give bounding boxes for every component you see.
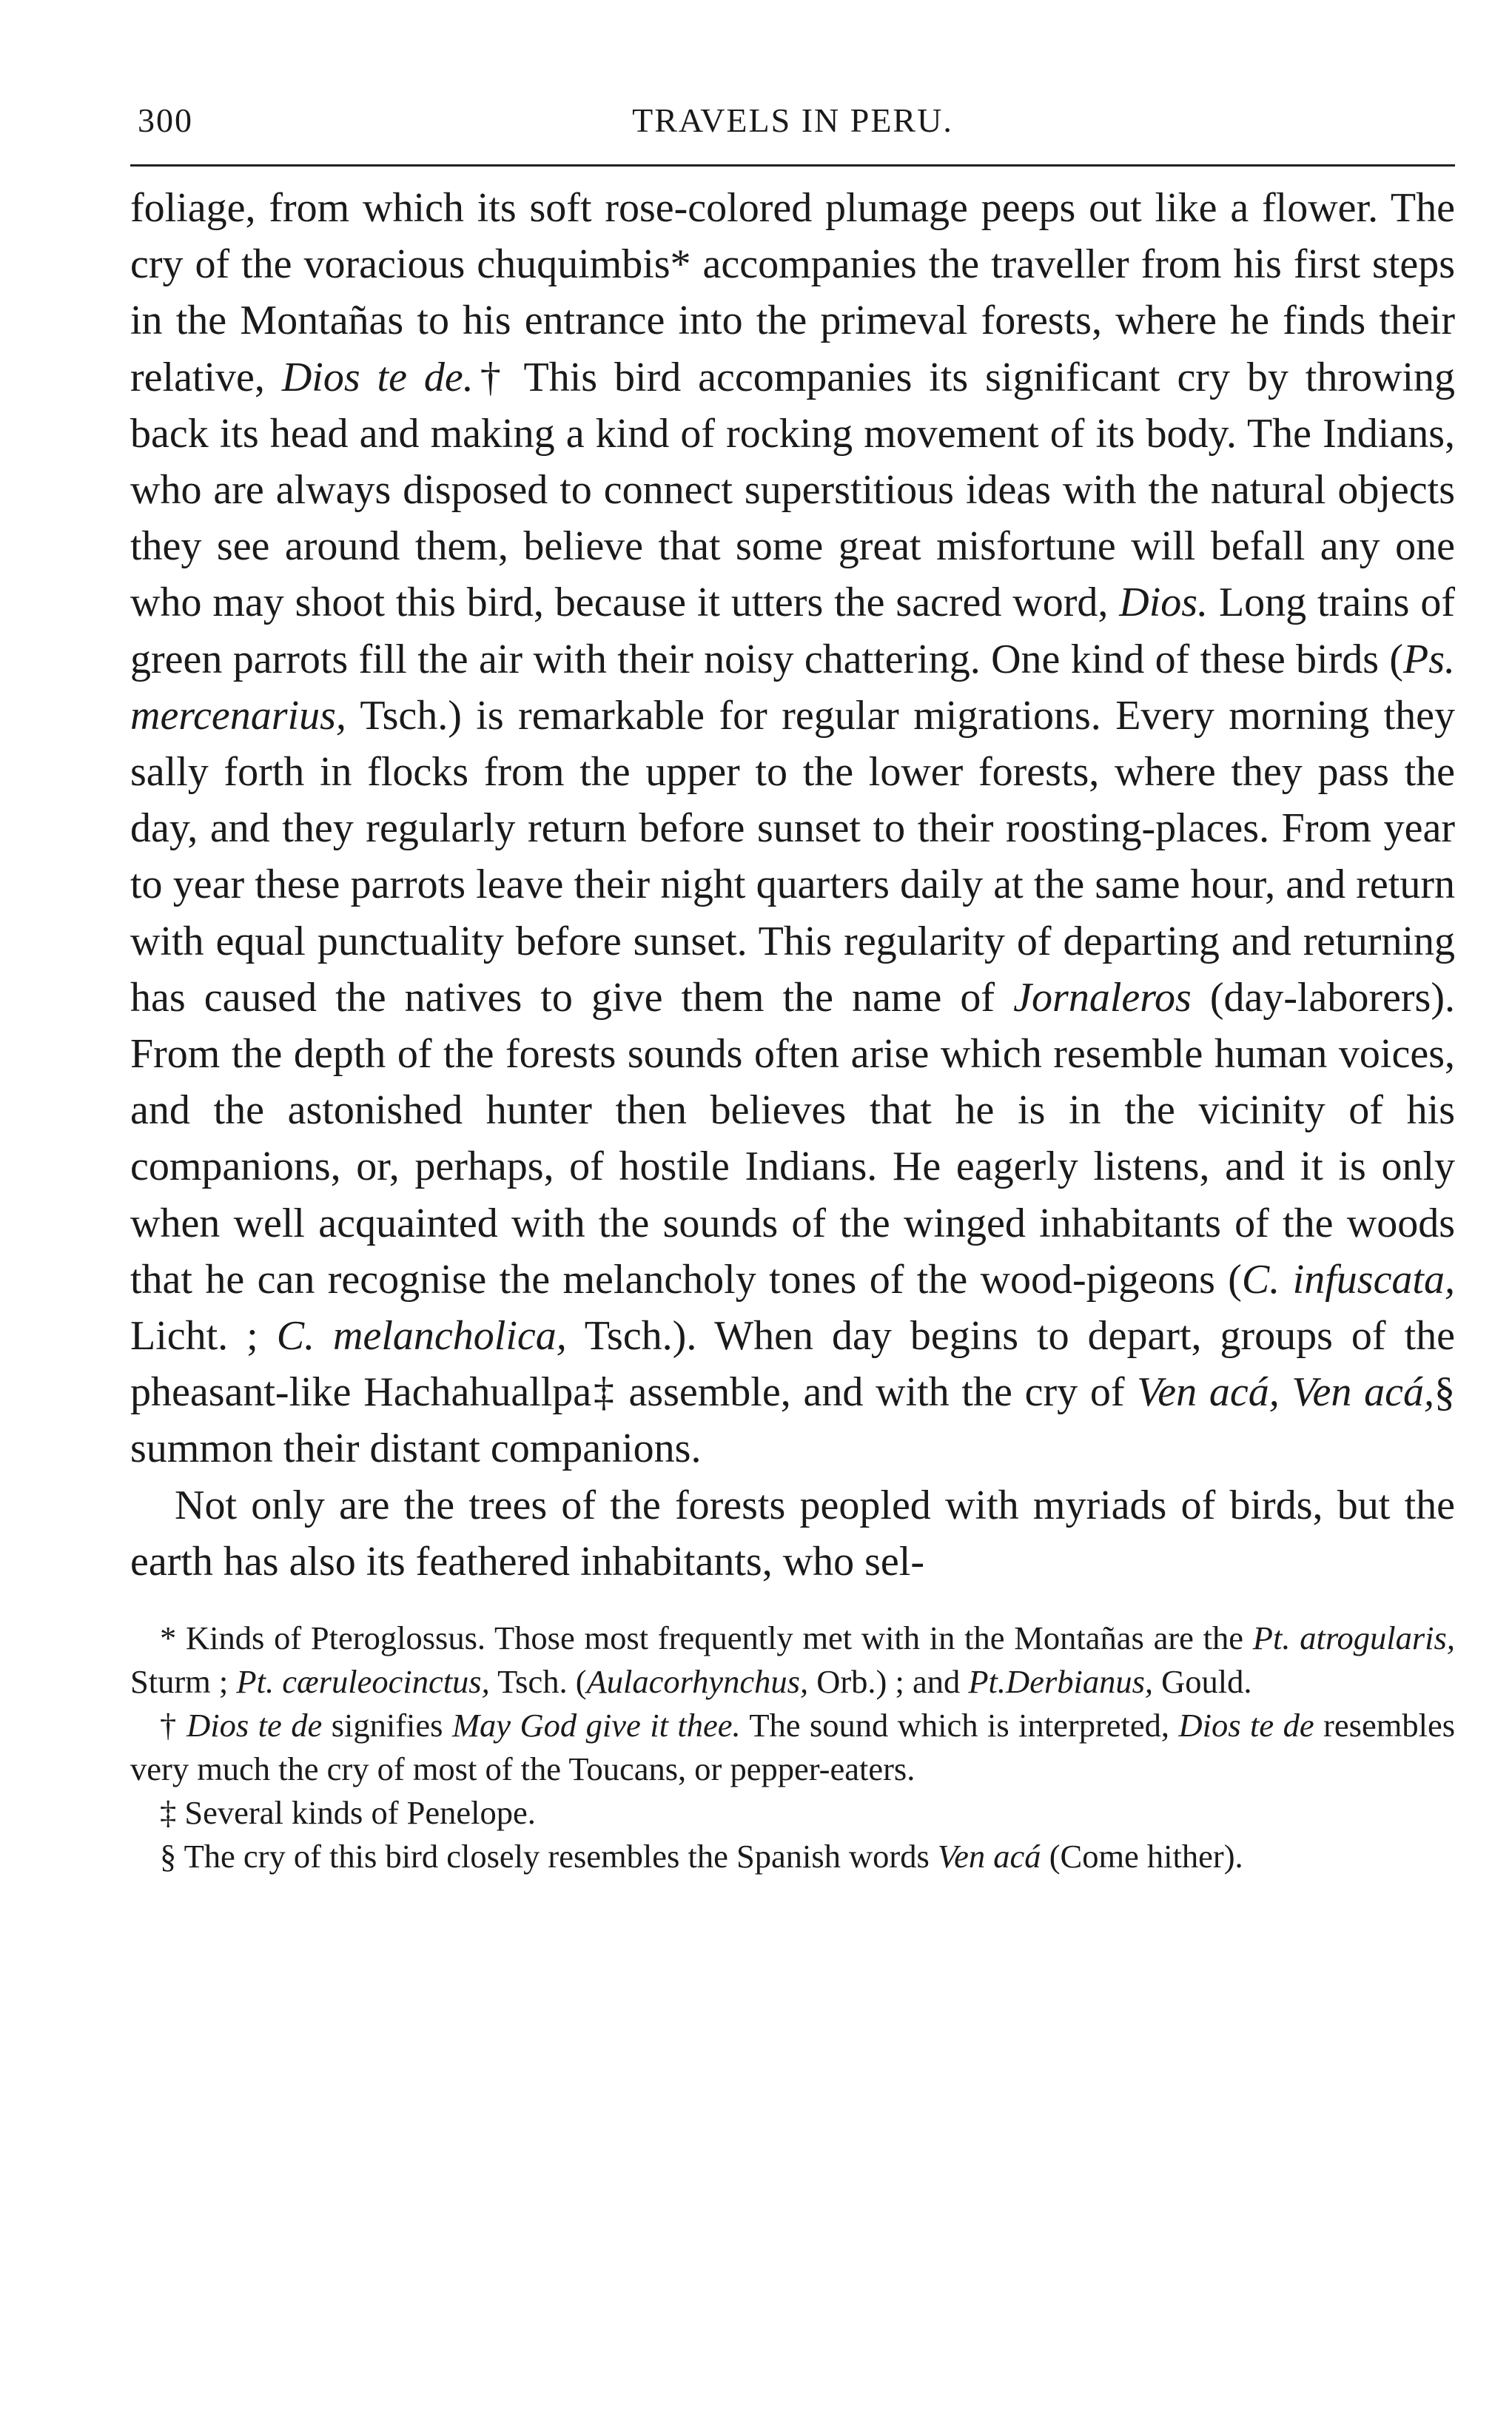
footnote-2: † Dios te de signifies May God give it thee. The sound which is interpreted, Dios te de resembles very much the cry of most of the Toucans, or pepper-eaters. xyxy=(130,1707,1456,1788)
footnote-3: ‡ Several kinds of Penelope. xyxy=(160,1794,536,1832)
page-header xyxy=(130,96,1455,148)
body-paragraph-2: Not only are the trees of the forests peopled with myriads of birds, but the earth has also its feathered inhabitants, who sel- xyxy=(130,1482,1455,1585)
footnotes xyxy=(130,1616,1455,1878)
body-text xyxy=(130,180,1455,1590)
running-head: TRAVELS IN PERU. xyxy=(632,101,953,139)
header-rule xyxy=(130,164,1455,167)
body-paragraph-1: foliage, from which its soft rose-colored plumage peeps out like a flower. The cry of the voracious chuquimbis* accompanies the traveller from his first steps in the Montañas to his entrance into the primeval forests, where he finds their relative, Dios te de.† This bird accompanies its significant cry by throwing back its head and making a kind of rocking movement of its body. The Indians, who are always disposed to connect superstitious ideas with the natural objects they see around them, believe that some great misfortune will befall any one who may shoot this bird, because it utters the sacred word, Dios. Long trains of green parrots fill the air with their noisy chattering. One kind of these birds (Ps. mercenarius, Tsch.) is remarkable for regular migrations. Every morning they sally forth in flocks from the upper to the lower forests, where they pass the day, and they regularly return before sunset to their roosting-places. From year to year these parrots leave their night quarters daily at the same hour, and return with equal punctuality before sunset. This regularity of departing and returning has caused the natives to give them the name of Jornaleros (day-laborers). From the depth of the forests sounds often arise which resemble human voices, and the astonished hunter then believes that he is in the vicinity of his companions, or, perhaps, of hostile Indians. He eagerly listens, and it is only when well acquainted with the sounds of the winged inhabitants of the woods that he can recognise the melancholy tones of the wood-pigeons (C. infuscata, Licht. ; C. melancholica, Tsch.). When day begins to depart, groups of the pheasant-like Hachahuallpa‡ assemble, and with the cry of Ven acá, Ven acá,§ summon their distant companions. xyxy=(130,185,1456,1472)
book-page xyxy=(130,96,1455,2391)
footnote-4: § The cry of this bird closely resembles the Spanish words Ven acá (Come hither). xyxy=(160,1838,1243,1875)
footnote-1: * Kinds of Pteroglossus. Those most frequently met with in the Montañas are the Pt. atrogularis, Sturm ; Pt. cæruleocinctus, Tsch. (Aulacorhynchus, Orb.) ; and Pt.Derbianus, Gould. xyxy=(130,1619,1455,1701)
page-number: 300 xyxy=(138,101,193,139)
